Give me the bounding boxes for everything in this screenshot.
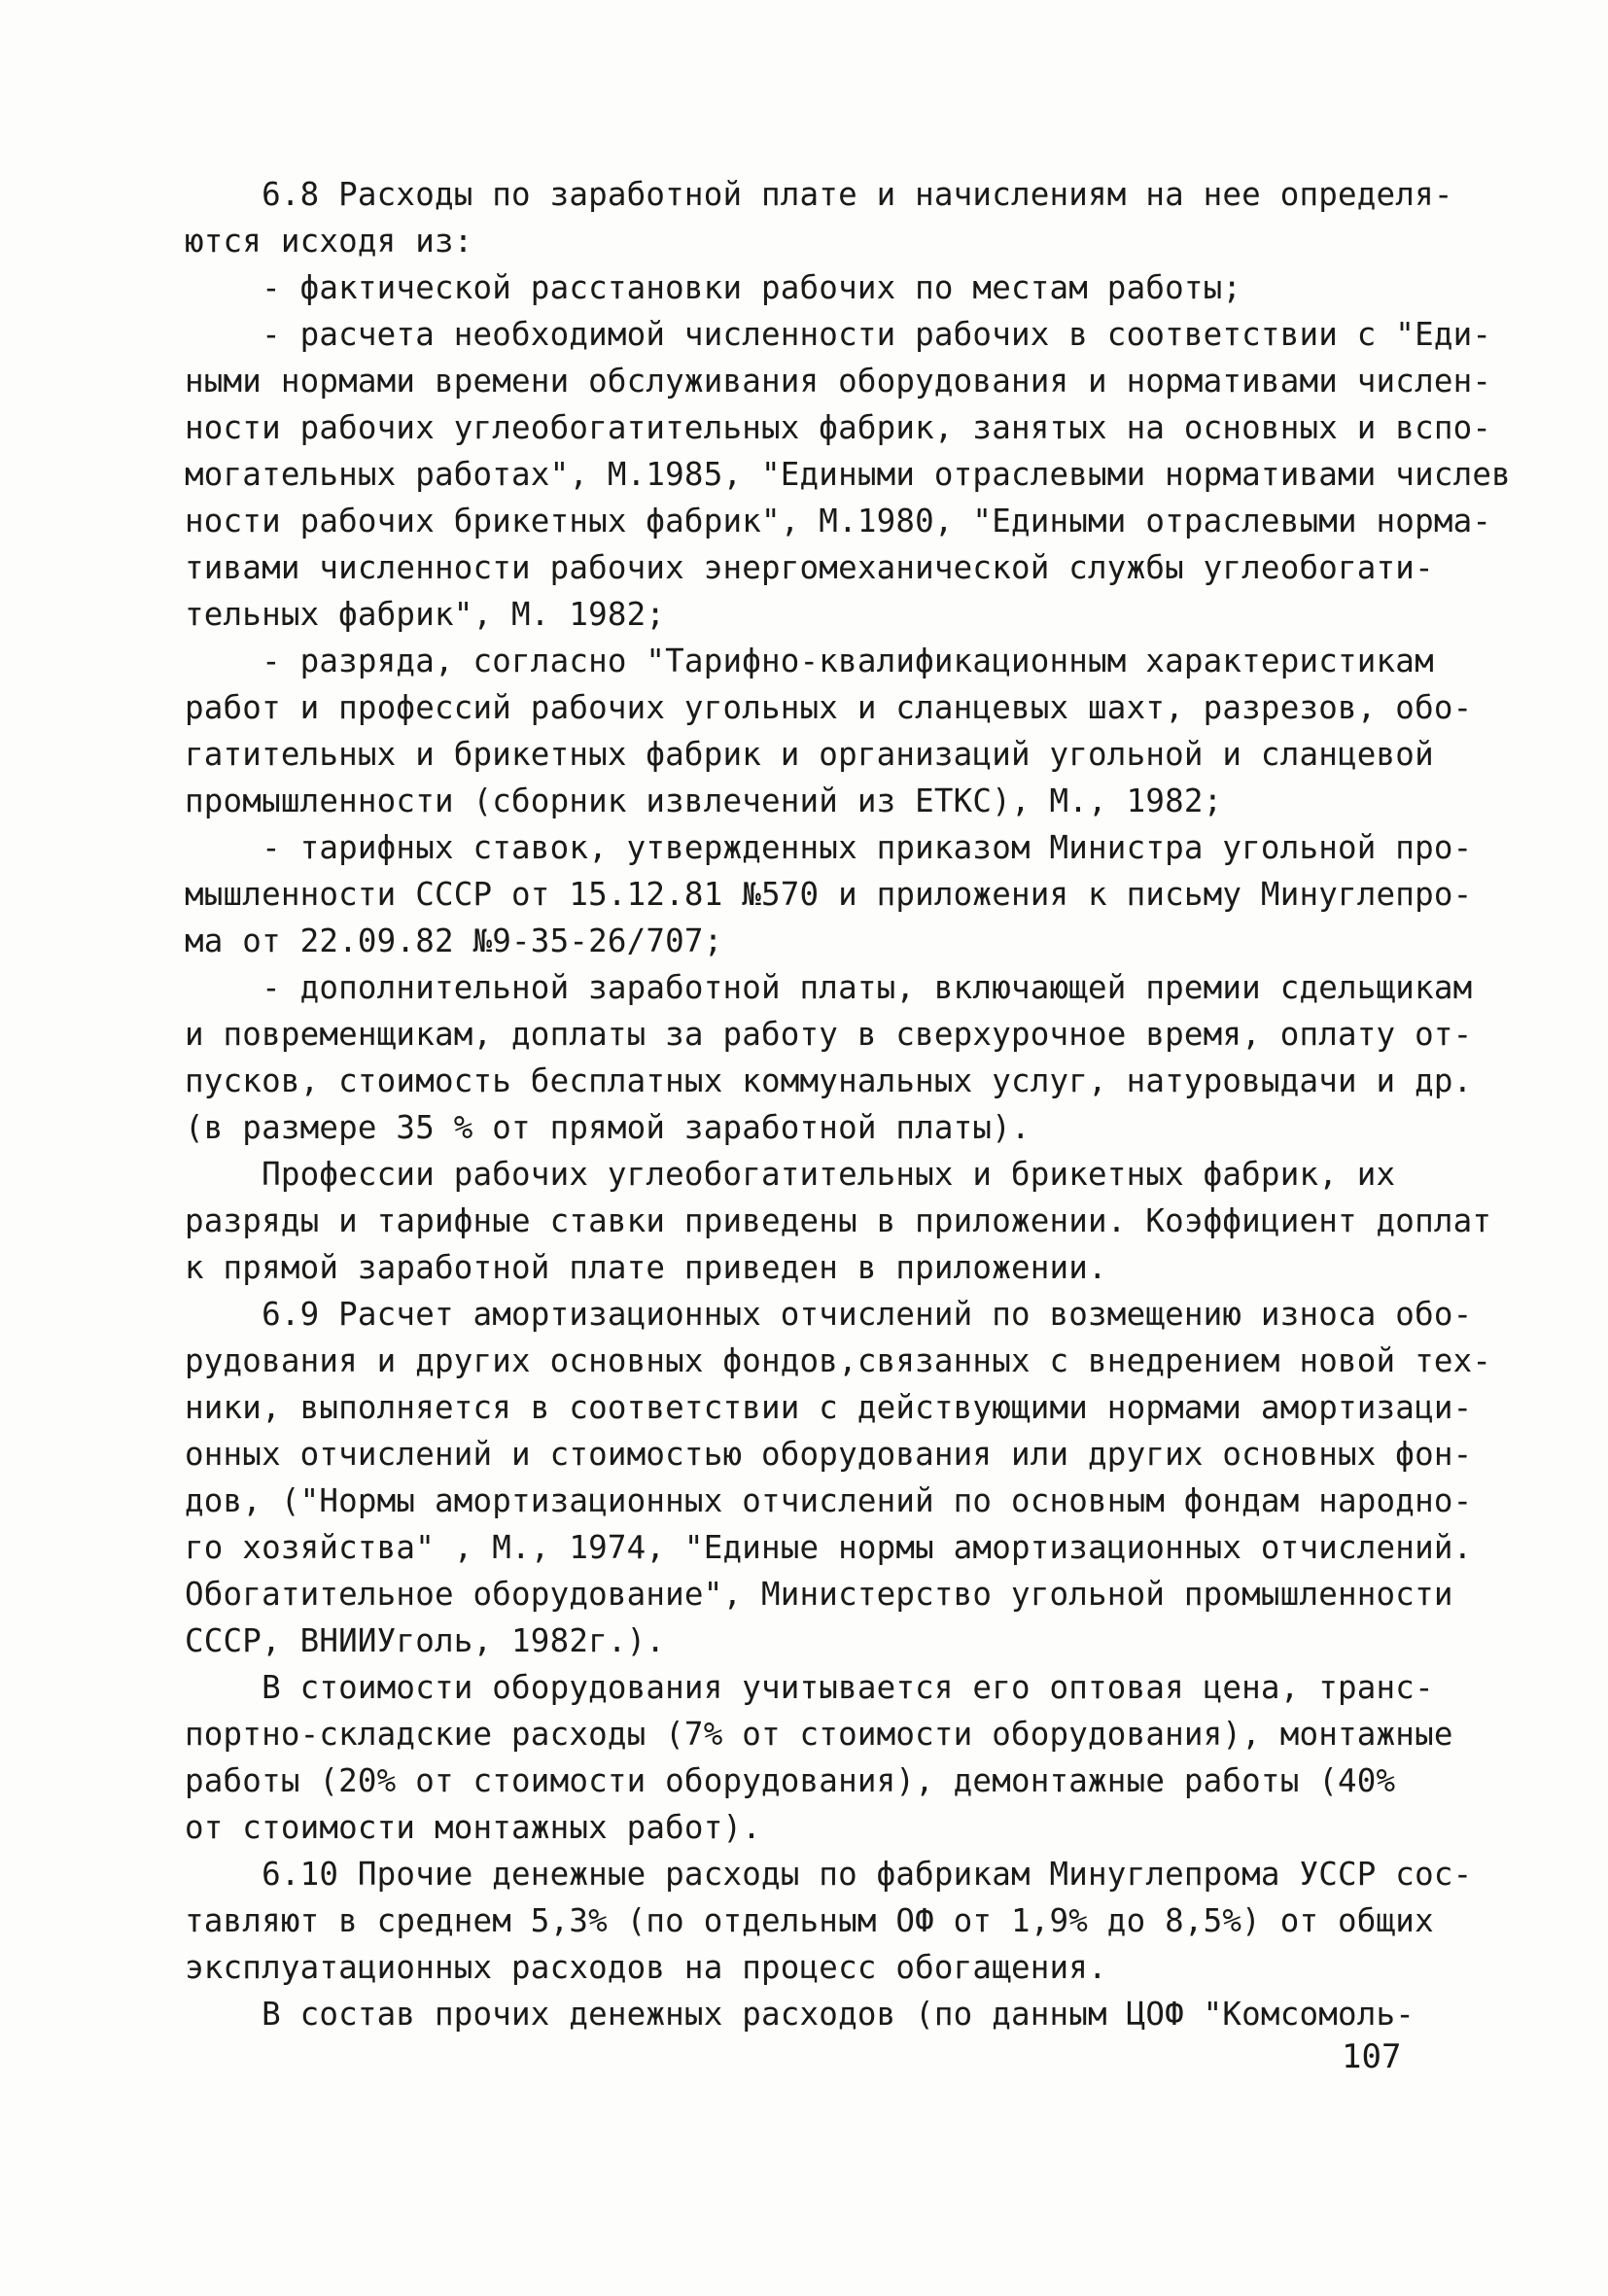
text-line: - разряда, согласно "Тарифно-квалификационным характеристикам [185,643,1434,679]
text-line: го хозяйства" , М., 1974, "Единые нормы амортизационных отчислений. [185,1529,1473,1566]
text-line: ности рабочих брикетных фабрик", М.1980, "Едиными отраслевыми норма- [185,503,1492,539]
text-line: пусков, стоимость бесплатных коммунальных услуг, натуровыдачи и др. [185,1062,1473,1099]
text-line: 6.9 Расчет амортизационных отчислений по возмещению износа обо- [185,1296,1473,1333]
text-line: работ и профессий рабочих угольных и сланцевых шахт, разрезов, обо- [185,689,1473,726]
text-line: ются исходя из: [185,223,473,260]
text-line: - расчета необходимой численности рабочих в соответствии с "Еди- [185,316,1492,353]
text-line: рудования и других основных фондов,связанных с внедрением новой тех- [185,1342,1492,1379]
text-line: ности рабочих углеобогатительных фабрик, занятых на основных и вспо- [185,409,1492,446]
text-line: ма от 22.09.82 №9-35-26/707; [185,922,723,959]
text-line: Профессии рабочих углеобогатительных и брикетных фабрик, их [185,1156,1396,1193]
text-line: от стоимости монтажных работ). [185,1809,761,1846]
text-line: промышленности (сборник извлечений из ЕТКС), М., 1982; [185,783,1223,819]
text-line: работы (20% от стоимости оборудования), демонтажные работы (40% [185,1762,1396,1799]
text-line: онных отчислений и стоимостью оборудования или других основных фон- [185,1436,1473,1473]
text-line: Обогатительное оборудование", Министерство угольной промышленности [185,1576,1453,1613]
text-line: - фактической расстановки рабочих по местам работы; [185,269,1242,306]
text-line: и повременщикам, доплаты за работу в сверхурочное время, оплату от- [185,1016,1473,1053]
text-line: (в размере 35 % от прямой заработной платы). [185,1109,1031,1146]
text-line: тельных фабрик", М. 1982; [185,596,666,633]
text-line: дов, ("Нормы амортизационных отчислений по основным фондам народно- [185,1482,1473,1519]
text-line: эксплуатационных расходов на процесс обогащения. [185,1949,1107,1986]
text-line: ники, выполняется в соответствии с действующими нормами амортизаци- [185,1389,1473,1426]
text-line: ными нормами времени обслуживания оборудования и нормативами числен- [185,363,1492,400]
text-line: портно-складские расходы (7% от стоимости оборудования), монтажные [185,1716,1453,1753]
text-line: - тарифных ставок, утвержденных приказом Министра угольной про- [185,829,1473,866]
page-number: 107 [1342,2037,1402,2076]
text-line: мышленности СССР от 15.12.81 №570 и приложения к письму Минуглепро- [185,876,1473,913]
text-line: могательных работах", М.1985, "Едиными отраслевыми нормативами числев [185,456,1511,493]
text-line: к прямой заработной плате приведен в приложении. [185,1249,1107,1286]
text-line: разряды и тарифные ставки приведены в приложении. Коэффициент доплат [185,1202,1492,1239]
text-line: тавляют в среднем 5,3% (по отдельным ОФ от 1,9% до 8,5%) от общих [185,1902,1434,1939]
text-line: 6.10 Прочие денежные расходы по фабрикам Минуглепрома УССР сос- [185,1856,1473,1893]
text-line: гатительных и брикетных фабрик и организаций угольной и сланцевой [185,736,1434,773]
text-line: - дополнительной заработной платы, включающей премии сдельщикам [185,969,1473,1006]
text-line: СССР, ВНИИУголь, 1982г.). [185,1622,666,1659]
text-line: В стоимости оборудования учитывается его оптовая цена, транс- [185,1669,1434,1706]
text-line: В состав прочих денежных расходов (по данным ЦОФ "Комсомоль- [185,1996,1416,2033]
text-line: 6.8 Расходы по заработной плате и начислениям на нее определя- [185,176,1453,213]
text-line: тивами численности рабочих энергомеханической службы углеобогати- [185,549,1434,586]
